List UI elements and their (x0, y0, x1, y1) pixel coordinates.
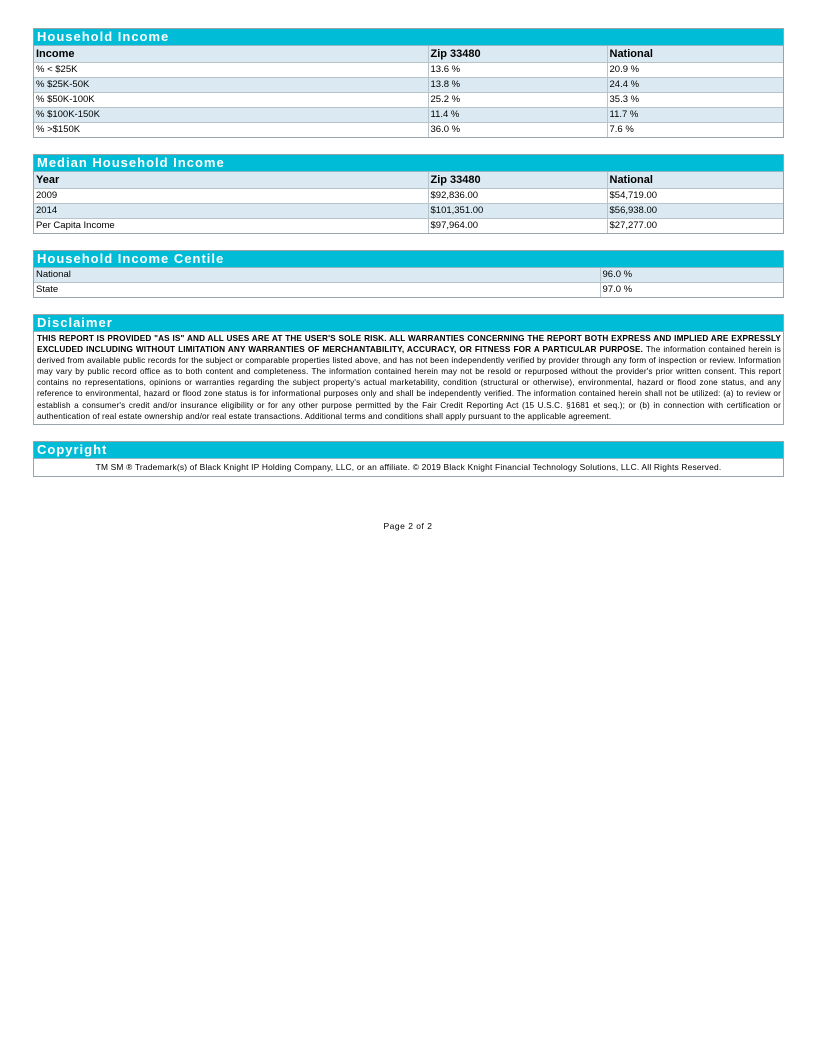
section-title: Household Income Centile (34, 251, 783, 268)
table-cell: 36.0 % (428, 123, 607, 138)
table-row (34, 108, 783, 123)
table-cell: 96.0 % (600, 268, 783, 283)
disclaimer-bold-text: THIS REPORT IS PROVIDED "AS IS" AND ALL USES ARE AT THE USER'S SOLE RISK. ALL WARRANTIES CONCERNING THE REPORT BOTH EXPRESS AND IMPLIED ARE EXPRESSLY EXCLUDED INCLUDING WITHOUT LIMITATION ANY WARRANTIES OF MERCHANTABILITY, ACCURACY, OR FITNESS FOR A PARTICULAR PURPOSE. (37, 334, 781, 355)
table-cell: 97.0 % (600, 283, 783, 298)
table-cell: 2009 (34, 189, 428, 204)
column-header: Income (34, 46, 428, 63)
income-centile-table (34, 268, 783, 297)
table-cell: 13.8 % (428, 78, 607, 93)
table-row (34, 219, 783, 234)
table-cell: 2014 (34, 204, 428, 219)
table-row (34, 283, 783, 298)
table-row (34, 63, 783, 78)
section-title: Disclaimer (34, 315, 783, 332)
table-cell: 20.9 % (607, 63, 783, 78)
table-row (34, 268, 783, 283)
median-income-section (33, 154, 784, 234)
income-centile-section (33, 250, 784, 298)
page-number: Page 2 of 2 (383, 521, 433, 531)
table-cell: State (36, 284, 59, 295)
table-header-row (34, 46, 783, 63)
table-cell: National (34, 268, 600, 283)
table-row (34, 123, 783, 138)
section-title: Household Income (34, 29, 783, 46)
disclaimer-section (33, 314, 784, 425)
section-title: Median Household Income (34, 155, 783, 172)
table-cell: % $25K-50K (34, 78, 428, 93)
table-cell: % $100K-150K (34, 108, 428, 123)
column-header: National (607, 46, 783, 63)
table-cell: 13.6 % (428, 63, 607, 78)
table-row (34, 78, 783, 93)
table-cell: $97,964.00 (428, 219, 607, 234)
table-cell: Per Capita Income (36, 220, 115, 231)
table-cell: $56,938.00 (607, 204, 783, 219)
table-cell: $54,719.00 (607, 189, 783, 204)
table-row (34, 93, 783, 108)
household-income-table (34, 46, 783, 137)
table-cell: 35.3 % (607, 93, 783, 108)
table-cell: % $50K-100K (34, 93, 428, 108)
column-header: Zip 33480 (428, 172, 607, 189)
table-header-row (34, 172, 783, 189)
table-row (34, 204, 783, 219)
section-title: Copyright (34, 442, 783, 459)
copyright-text: TM SM ® Trademark(s) of Black Knight IP Holding Company, LLC, or an affiliate. © 2019 Black Knight Financial Technology Solutions, LLC. All Rights Reserved. (95, 461, 722, 472)
column-header: Zip 33480 (428, 46, 607, 63)
report-page (33, 28, 784, 493)
table-cell: 11.4 % (428, 108, 607, 123)
household-income-section (33, 28, 784, 138)
copyright-section (33, 441, 784, 477)
table-cell: $92,836.00 (428, 189, 607, 204)
column-header: Year (34, 172, 428, 189)
disclaimer-body-text: The information contained herein is derived from available public records for the subject or comparable properties listed above, and has not been independently verified by provider through any form of inspection or review. Information may vary by public record office as to both content and completeness. The information contained herein may not be resold or repurposed without the provider's prior written consent. This report contains no representations, opinions or warranties regarding the subject property's actual marketability, condition (structural or otherwise), environmental, hazard or flood zone status, and any reference to environmental, hazard or flood zone status is for informational purposes only and shall be independently verified. The information contained herein shall not be utilized: (a) to review or establish a consumer's credit and/or insurance eligibility or for any other purpose permitted by the Fair Credit Reporting Act (15 U.S.C. §1681 et seq.); or (b) in connection with certification or authentication of real estate ownership and/or real estate transactions. Additional terms and conditions shall apply pursuant to the applicable agreement. (37, 345, 781, 421)
disclaimer-text (34, 332, 783, 424)
table-cell: % >$150K (36, 124, 81, 135)
table-cell: 11.7 % (607, 108, 783, 123)
table-cell: 25.2 % (428, 93, 607, 108)
column-header: National (607, 172, 783, 189)
table-cell: $101,351.00 (428, 204, 607, 219)
median-income-table (34, 172, 783, 233)
table-cell: % < $25K (34, 63, 428, 78)
table-cell: 7.6 % (607, 123, 783, 138)
table-cell: $27,277.00 (607, 219, 783, 234)
table-cell: 24.4 % (607, 78, 783, 93)
table-row (34, 189, 783, 204)
